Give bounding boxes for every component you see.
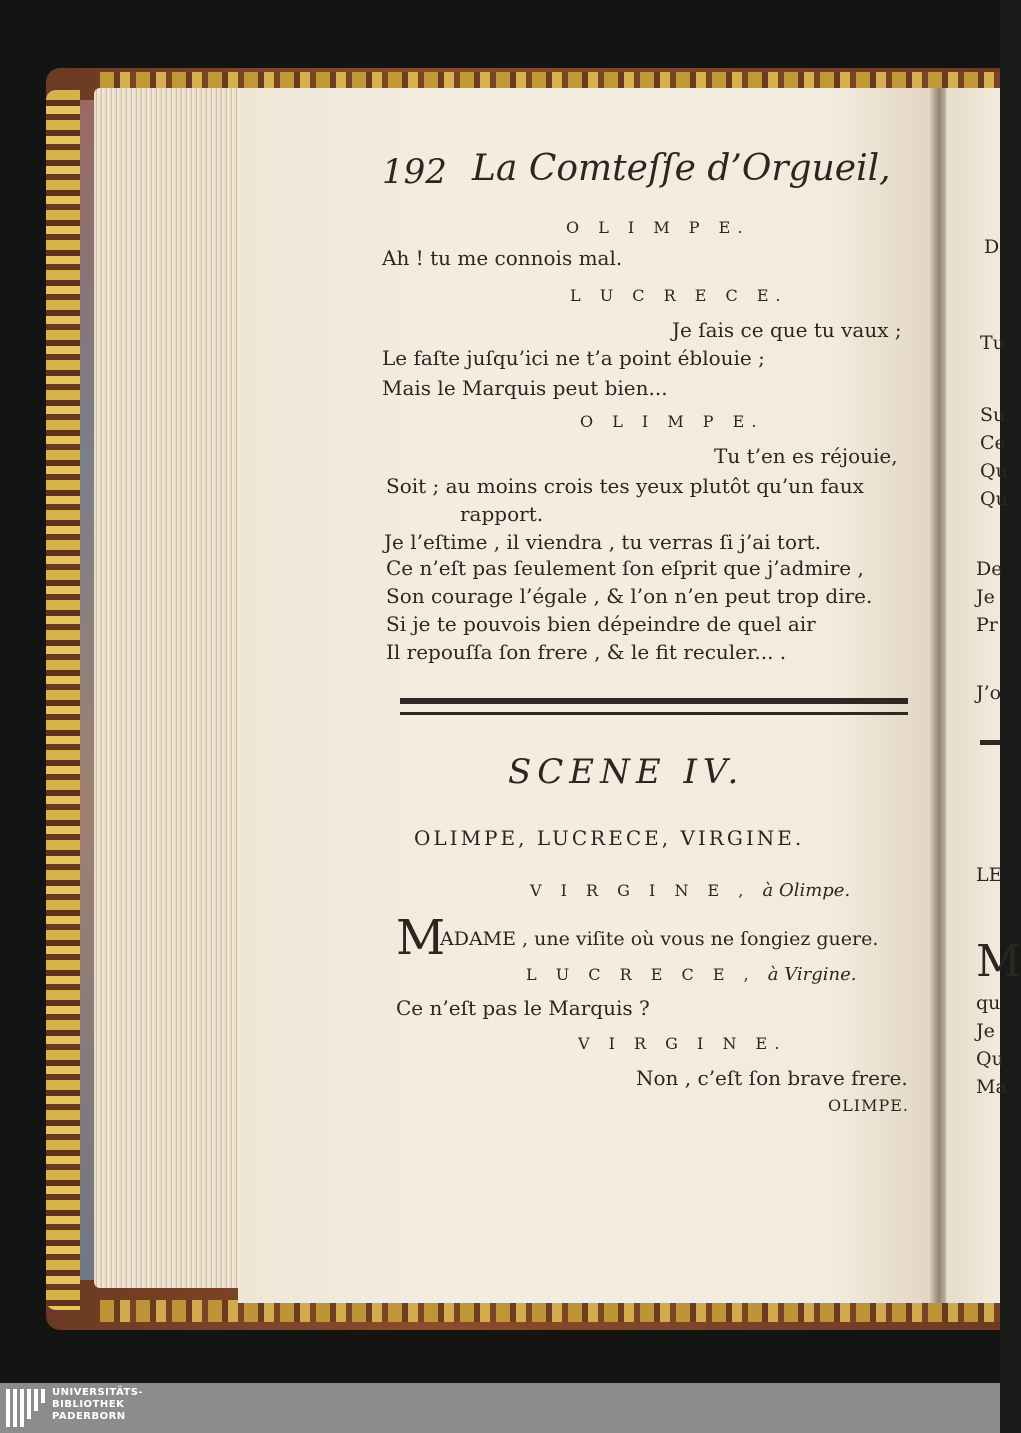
page-number: 192: [382, 152, 447, 192]
verse-line: Non , c’eſt ſon brave frere.: [636, 1066, 908, 1090]
scene-divider-thick: [400, 698, 908, 704]
speaker-virgine: [530, 880, 850, 901]
verse-line: Le faſte juſqu’ici ne t’a point éblouie ;: [382, 346, 765, 370]
right-page-line: Ma: [976, 1076, 1007, 1098]
right-page-rule: [980, 740, 1000, 745]
scene-heading: SCENE IV.: [508, 752, 745, 792]
right-page-line: Je: [976, 1020, 995, 1042]
right-page-line: Qu: [980, 460, 1008, 482]
right-page-line: D: [984, 236, 1000, 258]
gilt-spine-edge: [46, 90, 80, 1310]
verse-line: Mais le Marquis peut bien...: [382, 376, 668, 400]
speaker-lucrece: L U C R E C E.: [570, 286, 788, 305]
right-page-line: Pr: [976, 614, 998, 636]
page-edges: [94, 88, 242, 1288]
verse-line: Il repouſſa ſon frere , & le fit reculer... .: [386, 640, 787, 664]
right-page-line: qu: [976, 992, 1001, 1014]
library-name: [52, 1387, 143, 1423]
verse-line: Soit ; au moins crois tes yeux plutôt qu’un faux: [386, 474, 864, 498]
scene-cast: OLIMPE, LUCRECE, VIRGINE.: [414, 826, 805, 850]
speaker-lucrece: [526, 964, 857, 985]
right-page-line: Su: [980, 404, 1006, 426]
right-page-line: Ce: [980, 432, 1006, 454]
speaker-olimpe: O L I M P E.: [566, 218, 750, 237]
verse-line: Ce n’eſt pas ſeulement ſon eſprit que j’admire ,: [386, 556, 864, 580]
speaker-olimpe: O L I M P E.: [580, 412, 764, 431]
library-name-line: UNIVERSITÄTS-: [52, 1387, 144, 1398]
catchword: OLIMPE.: [828, 1096, 909, 1115]
running-title: La Comteſſe d’Orgueil,: [472, 148, 891, 189]
verse-line: Son courage l’égale , & l’on n’en peut trop dire.: [386, 584, 873, 608]
right-page: [946, 88, 1021, 1303]
library-footer: [0, 1383, 1000, 1433]
speaker-name: L U C R E C E ,: [526, 965, 756, 984]
library-name-line: PADERBORN: [52, 1411, 126, 1422]
right-page-line: J’o: [976, 682, 1002, 704]
verse-line: rapport.: [460, 502, 544, 526]
left-page: [238, 88, 938, 1303]
library-logo-icon: [6, 1389, 46, 1427]
verse-line: Je ſais ce que tu vaux ;: [672, 318, 902, 342]
right-page-drop-cap: M: [976, 936, 1021, 987]
verse-line: Si je te pouvois bien dépeindre de quel air: [386, 612, 816, 636]
verse-line: Je l’eſtime , il viendra , tu verras ſi j’ai tort.: [384, 530, 821, 554]
scene-divider-thin: [400, 712, 908, 715]
library-name-line: BIBLIOTHEK: [52, 1399, 125, 1410]
verse-line: ADAME , une viſite où vous ne ſongiez guere.: [440, 928, 879, 950]
right-page-line: Qu: [976, 1048, 1004, 1070]
verse-line: Tu t’en es réjouie,: [714, 444, 898, 468]
drop-cap: M: [396, 910, 446, 966]
right-page-line: Qu: [980, 488, 1008, 510]
right-page-line: Tu: [980, 332, 1005, 354]
right-page-line: Je: [976, 586, 995, 608]
verse-line: Ah ! tu me connois mal.: [382, 246, 623, 270]
gilt-edge-bottom: [100, 1300, 1000, 1322]
speaker-name: V I R G I N E ,: [530, 881, 751, 900]
stage-direction: à Olimpe.: [762, 880, 851, 901]
speaker-virgine: V I R G I N E.: [578, 1034, 787, 1053]
verse-line: Ce n’eſt pas le Marquis ?: [396, 996, 650, 1020]
stage-direction: à Virgine.: [767, 964, 857, 985]
right-page-line: LE: [976, 864, 1003, 886]
right-page-line: De: [976, 558, 1003, 580]
